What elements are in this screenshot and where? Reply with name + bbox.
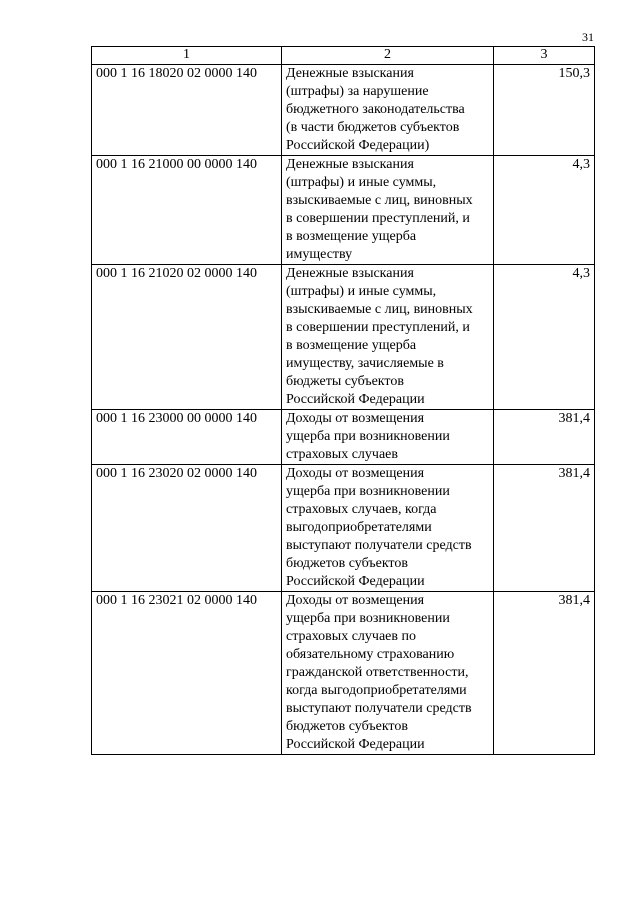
- table-row: [92, 410, 595, 465]
- row-description: Денежные взыскания (штрафы) и иные суммы, взыскиваемые с лиц, виновных в совершении преступлений, и в возмещение ущерба имуществу: [282, 156, 494, 265]
- row-description: Денежные взыскания (штрафы) за нарушение бюджетного законодательства (в части бюджетов субъектов Российской Федерации): [282, 65, 494, 156]
- row-amount: 150,3: [494, 65, 595, 156]
- row-code: 000 1 16 23020 02 0000 140: [92, 465, 282, 592]
- budget-revenue-table: [91, 46, 595, 755]
- row-description: Доходы от возмещения ущерба при возникновении страховых случаев по обязательному страхованию гражданской ответственности, когда выгодоприобретателями выступают получатели средств бюджетов субъектов Российской Федерации: [282, 592, 494, 755]
- table-row: [92, 156, 595, 265]
- column-header-code: 1: [92, 47, 282, 65]
- row-description: Денежные взыскания (штрафы) и иные суммы, взыскиваемые с лиц, виновных в совершении преступлений, и в возмещение ущерба имуществу, зачисляемые в бюджеты субъектов Российской Федерации: [282, 265, 494, 410]
- table-row: [92, 265, 595, 410]
- table-row: [92, 465, 595, 592]
- row-amount: 4,3: [494, 156, 595, 265]
- column-header-amount: 3: [494, 47, 595, 65]
- row-code: 000 1 16 23000 00 0000 140: [92, 410, 282, 465]
- table-row: [92, 65, 595, 156]
- row-code: 000 1 16 18020 02 0000 140: [92, 65, 282, 156]
- column-header-description: 2: [282, 47, 494, 65]
- row-code: 000 1 16 21000 00 0000 140: [92, 156, 282, 265]
- row-amount: 381,4: [494, 592, 595, 755]
- row-amount: 4,3: [494, 265, 595, 410]
- row-code: 000 1 16 23021 02 0000 140: [92, 592, 282, 755]
- page-number: 31: [582, 30, 594, 44]
- table-row: [92, 592, 595, 755]
- row-description: Доходы от возмещения ущерба при возникновении страховых случаев: [282, 410, 494, 465]
- row-amount: 381,4: [494, 410, 595, 465]
- header-row: [92, 47, 595, 65]
- row-amount: 381,4: [494, 465, 595, 592]
- row-code: 000 1 16 21020 02 0000 140: [92, 265, 282, 410]
- row-description: Доходы от возмещения ущерба при возникновении страховых случаев, когда выгодоприобретателями выступают получатели средств бюджетов субъектов Российской Федерации: [282, 465, 494, 592]
